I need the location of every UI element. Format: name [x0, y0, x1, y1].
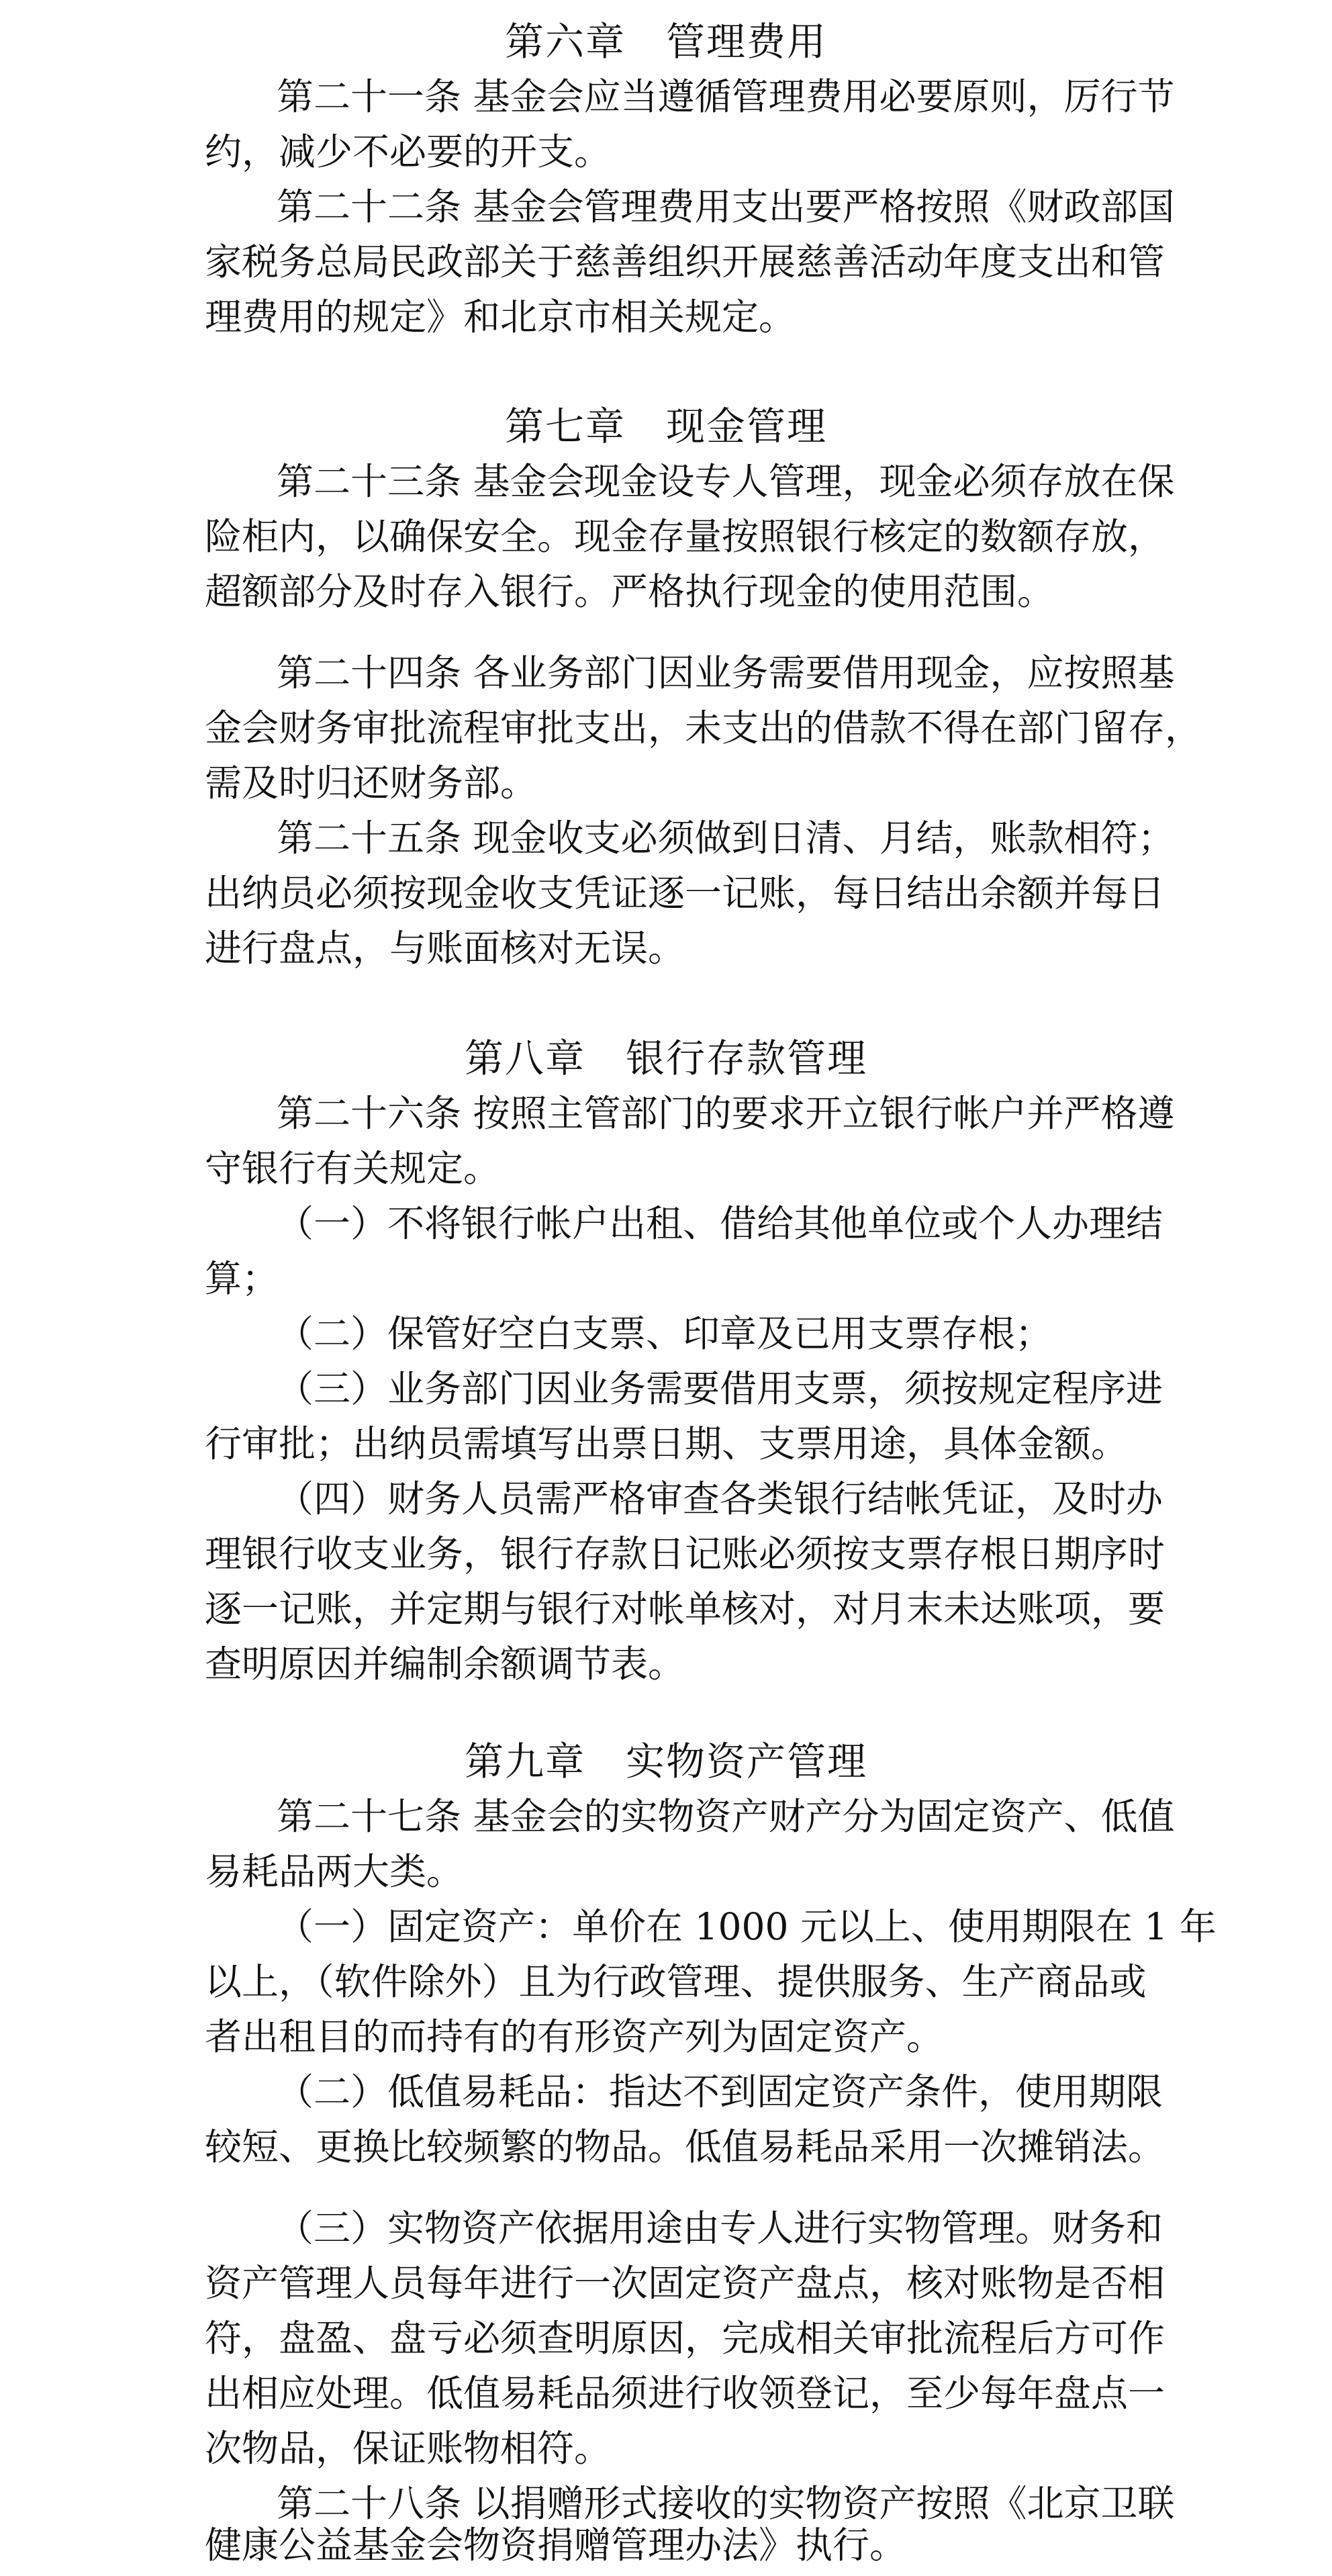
article-line: 超额部分及时存入银行。严格执行现金的使用范围。: [205, 570, 1055, 613]
chapter-heading: 第六章 管理费用: [504, 19, 827, 64]
list-item-line: 逐一记账，并定期与银行对帐单核对，对月末未达账项，要: [205, 1588, 1166, 1630]
article-line: 第二十四条 各业务部门因业务需要借用现金，应按照基: [277, 651, 1175, 694]
article-line: 出纳员必须按现金收支凭证逐一记账，每日结出余额并每日: [205, 872, 1166, 915]
article-line: 金会财务审批流程审批支出，未支出的借款不得在部门留存，: [205, 706, 1202, 749]
list-item-line: 出相应处理。低值易耗品须进行收领登记，至少每年盘点一: [205, 2372, 1166, 2415]
article-line: 第二十八条 以捐赠形式接收的实物资产按照《北京卫联: [277, 2482, 1175, 2525]
list-item-line: 理银行收支业务，银行存款日记账必须按支票存根日期序时: [205, 1532, 1166, 1575]
list-item-line: （二）低值易耗品：指达不到固定资产条件，使用期限: [277, 2070, 1163, 2113]
list-item-line: （二）保管好空白支票、印章及已用支票存根；: [277, 1312, 1053, 1355]
list-item-line: 行审批；出纳员需填写出票日期、支票用途，具体金额。: [205, 1422, 1129, 1465]
chapter-heading: 第八章 银行存款管理: [464, 1036, 867, 1081]
list-item-line: （一）固定资产：单价在 1000 元以上、使用期限在 1 年: [277, 1905, 1217, 1948]
chapter-heading: 第七章 现金管理: [504, 404, 827, 449]
list-item-line: （三）业务部门因业务需要借用支票，须按规定程序进: [277, 1367, 1163, 1410]
list-item-line: 符，盘盈、盘亏必须查明原因，完成相关审批流程后方可作: [205, 2317, 1166, 2360]
list-item-line: 较短、更换比较频繁的物品。低值易耗品采用一次摊销法。: [205, 2125, 1166, 2168]
list-item-line: 以上，（软件除外）且为行政管理、提供服务、生产商品或: [205, 1960, 1147, 2003]
list-item-line: 算；: [205, 1257, 279, 1300]
list-item-line: 资产管理人员每年进行一次固定资产盘点，核对账物是否相: [205, 2262, 1166, 2305]
list-item-line: 者出租目的而持有的有形资产列为固定资产。: [205, 2015, 944, 2058]
article-line: 守银行有关规定。: [205, 1147, 501, 1190]
article-line: 第二十一条 基金会应当遵循管理费用必要原则，厉行节: [277, 75, 1175, 118]
chapter-heading: 第九章 实物资产管理: [464, 1739, 867, 1784]
list-item-line: 次物品，保证账物相符。: [205, 2427, 612, 2470]
article-line: 第二十七条 基金会的实物资产财产分为固定资产、低值: [277, 1795, 1175, 1838]
article-line: 险柜内，以确保安全。现金存量按照银行核定的数额存放，: [205, 515, 1166, 558]
article-line: 第二十五条 现金收支必须做到日清、月结，账款相符；: [277, 817, 1175, 860]
article-line: 第二十二条 基金会管理费用支出要严格按照《财政部国: [277, 185, 1175, 228]
article-line: 需及时归还财务部。: [205, 762, 538, 804]
article-line: 约，减少不必要的开支。: [205, 130, 612, 173]
article-line: 理费用的规定》和北京市相关规定。: [205, 295, 796, 338]
list-item-line: 查明原因并编制余额调节表。: [205, 1643, 685, 1686]
article-line: 家税务总局民政部关于慈善组织开展慈善活动年度支出和管: [205, 240, 1166, 283]
list-item-line: （一）不将银行帐户出租、借给其他单位或个人办理结: [277, 1202, 1163, 1245]
article-line: 易耗品两大类。: [205, 1850, 464, 1893]
list-item-line: （四）财务人员需严格审查各类银行结帐凭证，及时办: [277, 1477, 1163, 1520]
article-line: 进行盘点，与账面核对无误。: [205, 927, 685, 970]
list-item-line: （三）实物资产依据用途由专人进行实物管理。财务和: [277, 2207, 1163, 2250]
article-line: 第二十三条 基金会现金设专人管理，现金必须存放在保: [277, 460, 1175, 503]
article-line: 第二十六条 按照主管部门的要求开立银行帐户并严格遵: [277, 1092, 1175, 1135]
article-line: 健康公益基金会物资捐赠管理办法》执行。: [205, 2524, 907, 2567]
